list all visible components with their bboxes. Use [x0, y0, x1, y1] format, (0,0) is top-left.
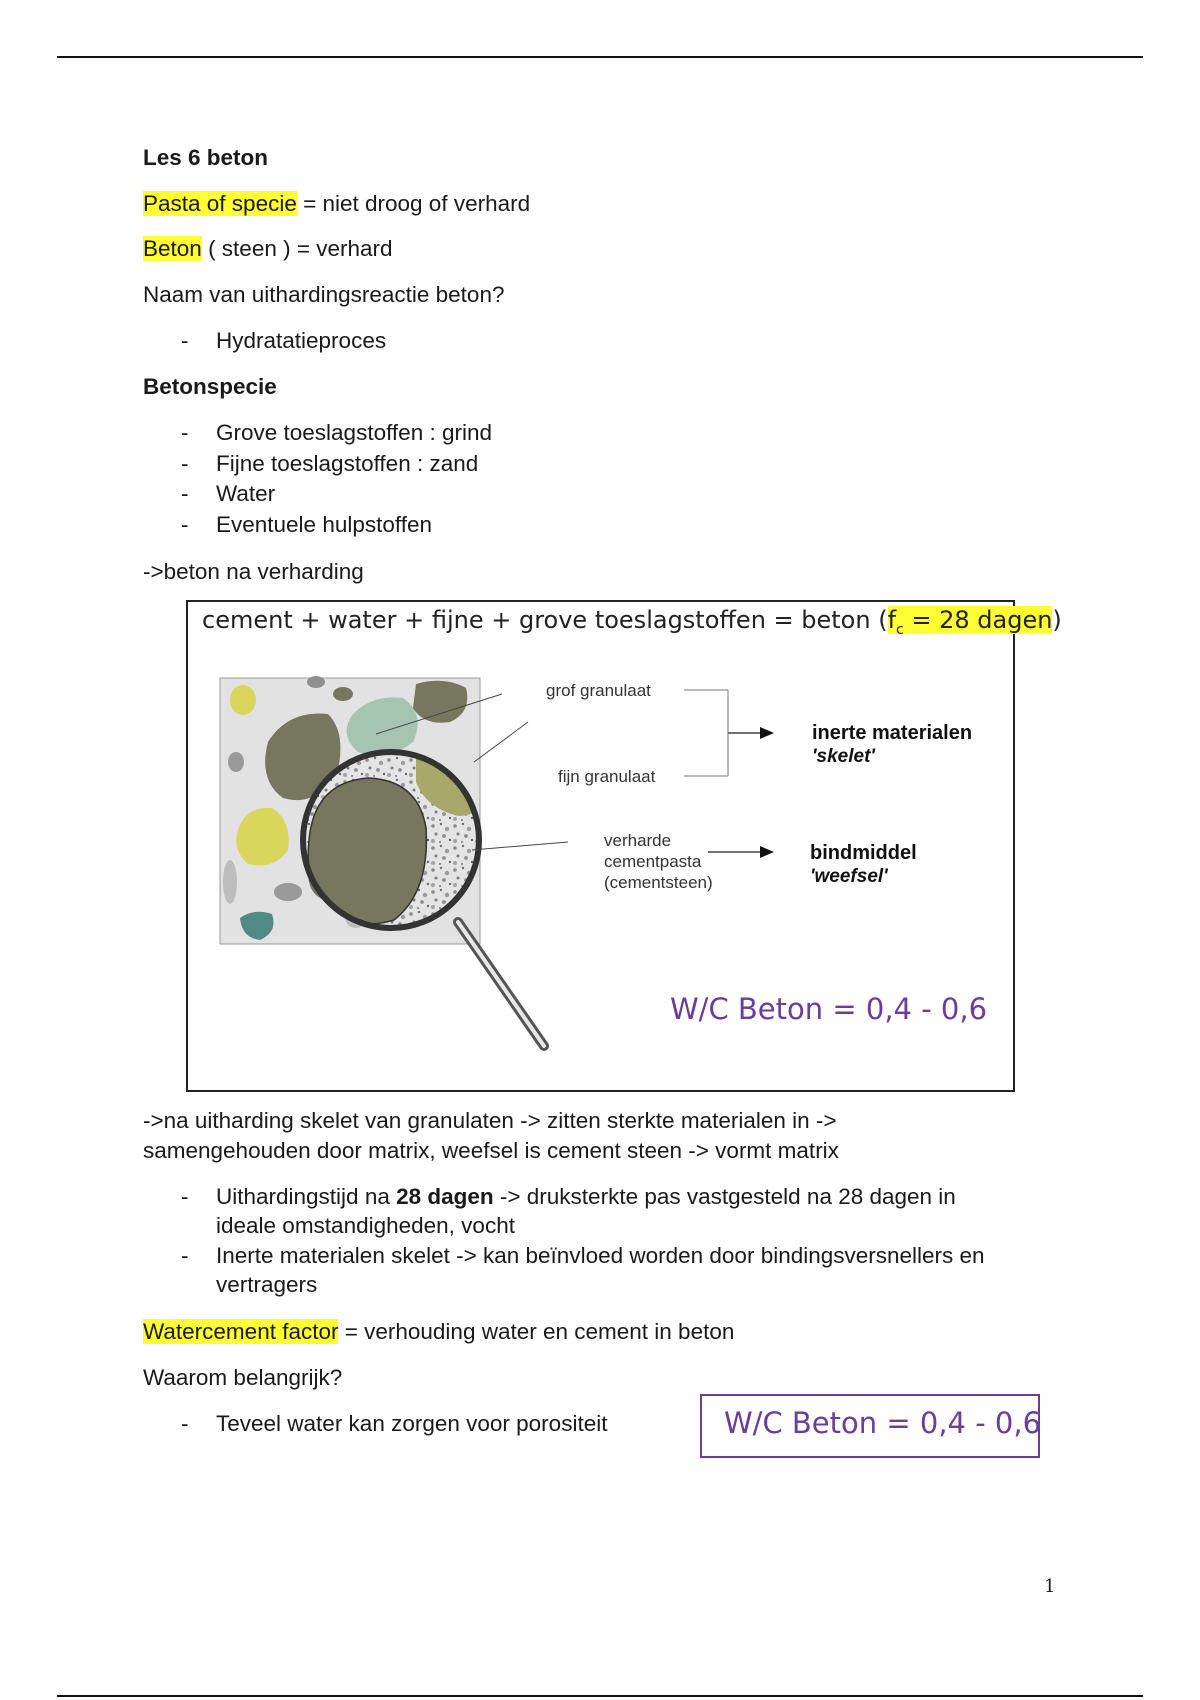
- leader-line: [474, 722, 528, 762]
- definition-text: ( steen ) = verhard: [201, 236, 393, 261]
- arrow-note: ->beton na verharding: [143, 559, 364, 584]
- list-item-text: Teveel water kan zorgen voor porositeit: [216, 1411, 608, 1436]
- list-item-text: Fijne toeslagstoffen : zand: [216, 451, 479, 476]
- question-text: Waarom belangrijk?: [143, 1365, 343, 1390]
- term-highlight: Pasta of specie: [143, 191, 297, 216]
- list-item-text: Hydratatieproces: [216, 328, 387, 353]
- list-item-text: Grove toeslagstoffen : grind: [216, 420, 492, 445]
- top-rule: [57, 56, 1143, 58]
- label-bindmiddel: bindmiddel 'weefsel': [810, 842, 917, 887]
- bullet-dash: -: [181, 451, 189, 476]
- concrete-diagram: [186, 600, 1062, 1092]
- label-inerte-materialen: inerte materialen 'skelet': [812, 722, 973, 767]
- bullet-dash: -: [181, 481, 189, 506]
- aggregate: [223, 860, 237, 904]
- wc-ratio-note: W/C Beton = 0,4 - 0,6: [670, 992, 988, 1026]
- list-item-text: Eventuele hulpstoffen: [216, 512, 433, 537]
- aggregate: [307, 676, 325, 688]
- list-item-text: Uithardingstijd na 28 dagen -> druksterkte pas vastgesteld na 28 dagen in: [216, 1184, 956, 1209]
- bullet-dash: -: [181, 1243, 189, 1268]
- wc-ratio-box-text: W/C Beton = 0,4 - 0,6: [724, 1406, 1042, 1440]
- leader-line: [472, 842, 568, 850]
- definition-watercement: [143, 1317, 734, 1347]
- bottom-rule: [57, 1695, 1143, 1697]
- aggregate: [333, 687, 353, 701]
- list-item-text: Inerte materialen skelet -> kan beïnvloed worden door bindingsversnellers en: [216, 1243, 985, 1268]
- definition-text: = niet droog of verhard: [296, 191, 531, 216]
- label-fijn-granulaat: fijn granulaat: [558, 767, 656, 786]
- subheading: Betonspecie: [143, 374, 277, 399]
- bullet-dash: -: [181, 1184, 189, 1209]
- bullet-dash: -: [181, 1411, 189, 1436]
- arrow-icon: [760, 846, 774, 858]
- figure-title: cement + water + fijne + grove toeslagstoffen = beton ($f_c = 28$ dagen): [202, 606, 1062, 638]
- aggregate: [274, 883, 302, 901]
- question-text: Naam van uithardingsreactie beton?: [143, 282, 505, 307]
- aggregate: [228, 752, 244, 772]
- definition-beton: [143, 234, 393, 264]
- list-item-text: Water: [216, 481, 276, 506]
- term-highlight: Beton: [143, 236, 202, 261]
- page-number: 1: [1044, 1576, 1056, 1597]
- paragraph-line: samengehouden door matrix, weefsel is cement steen -> vormt matrix: [143, 1138, 839, 1163]
- list-item-text: ideale omstandigheden, vocht: [216, 1213, 515, 1238]
- paragraph-line: ->na uitharding skelet van granulaten -> zitten sterkte materialen in ->: [143, 1108, 837, 1133]
- aggregate: [230, 685, 256, 715]
- definition-text: = verhouding water en cement in beton: [338, 1319, 735, 1344]
- list-item-text: vertragers: [216, 1272, 318, 1297]
- label-grof-granulaat: grof granulaat: [546, 681, 651, 700]
- term-highlight: Watercement factor: [143, 1319, 339, 1344]
- page-heading: Les 6 beton: [143, 145, 269, 170]
- bullet-dash: -: [181, 512, 189, 537]
- bullet-dash: -: [181, 420, 189, 445]
- arrow-icon: [760, 727, 774, 739]
- label-cementpasta: verharde cementpasta (cementsteen): [604, 831, 713, 892]
- definition-pasta: [143, 189, 530, 219]
- bullet-dash: -: [181, 328, 189, 353]
